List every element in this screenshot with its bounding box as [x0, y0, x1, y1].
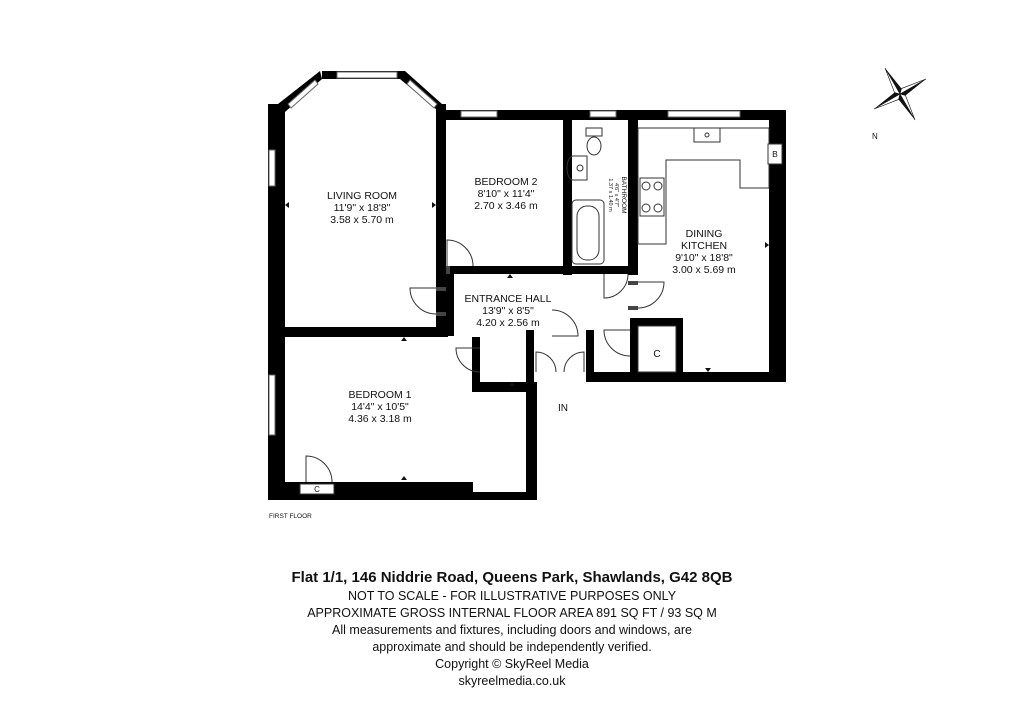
- bedroom1-imperial: 14'4" x 10'5": [351, 401, 409, 413]
- bedroom1-cupboard-label: C: [314, 485, 320, 494]
- kitchen-worktop: [638, 128, 769, 244]
- bedroom2-name: BEDROOM 2: [474, 176, 538, 188]
- living-room-metric: 3.58 x 5.70 m: [330, 214, 394, 226]
- hall-west-wall: [446, 274, 454, 336]
- kitchen-door: [638, 282, 664, 308]
- measurement-note-2: approximate and should be independently verified.: [372, 640, 652, 654]
- hall-south-wall-east: [590, 372, 682, 382]
- bedroom2-metric: 2.70 x 3.46 m: [474, 200, 538, 212]
- living-west-wall: [268, 104, 285, 336]
- entrance-door-left: [536, 352, 556, 372]
- cupboard-north-wall: [630, 318, 682, 326]
- bedroom2-door: [447, 240, 473, 266]
- kitchen-name-line1: DINING: [685, 228, 723, 240]
- bathroom-window: [590, 111, 616, 117]
- hall-inner-door: [552, 310, 578, 336]
- bedroom2-south-wall: [446, 266, 569, 274]
- floor-label: FIRST FLOOR: [269, 513, 312, 520]
- bedroom1-cupboard-door: [306, 456, 332, 482]
- bedroom2-window: [461, 111, 497, 117]
- kitchen-metric: 3.00 x 5.69 m: [672, 264, 736, 276]
- kitchen-south-wall: [680, 372, 786, 382]
- bedroom1-metric: 4.36 x 3.18 m: [348, 413, 412, 425]
- entrance-label: IN: [558, 403, 568, 414]
- copyright: Copyright © SkyReel Media: [435, 657, 589, 671]
- kitchen-cupboard-label: C: [653, 349, 661, 360]
- bedroom2-imperial: 8'10" x 11'4": [477, 188, 535, 200]
- fixtures: [300, 128, 782, 494]
- living-south-wall: [268, 327, 448, 337]
- kitchen-sink: [694, 128, 720, 142]
- bathroom-label: [607, 176, 627, 213]
- website: skyreelmedia.co.uk: [458, 674, 566, 688]
- scale-disclaimer: NOT TO SCALE - FOR ILLUSTRATIVE PURPOSES ONLY: [347, 589, 677, 603]
- basin-drain: [577, 165, 583, 171]
- hall-metric: 4.20 x 2.56 m: [476, 317, 540, 329]
- toilet-cistern: [586, 128, 602, 136]
- doors: [306, 240, 664, 482]
- bath-kitchen-partition: [628, 110, 638, 275]
- sink-drain: [705, 133, 709, 137]
- compass-rose: [859, 53, 941, 135]
- bathroom-imperial: 4'6" x 4'7": [613, 182, 619, 208]
- living-bay-window-front: [337, 72, 397, 78]
- bathtub-inner: [577, 206, 599, 260]
- kitchen-imperial: 9'10" x 18'8": [675, 252, 733, 264]
- compass-north-label: N: [872, 132, 878, 141]
- walls: [268, 71, 786, 500]
- bedroom1-window: [269, 375, 275, 435]
- kitchen-name-line2: KITCHEN: [680, 240, 728, 252]
- bed2-bath-partition: [563, 120, 572, 275]
- bedroom1-north-wall-east: [472, 382, 534, 392]
- floor-area: APPROXIMATE GROSS INTERNAL FLOOR AREA 891 SQ FT / 93 SQ M: [307, 606, 717, 620]
- boiler-label: B: [772, 149, 778, 159]
- bedroom1-east-wall: [526, 382, 537, 500]
- living-room-imperial: 11'9" x 18'8": [333, 202, 391, 214]
- bedroom1-hall-partition: [472, 337, 480, 392]
- bedroom1-south-wall-east: [472, 492, 537, 500]
- bedroom1-name: BEDROOM 1: [348, 389, 412, 401]
- cupboard-door: [604, 330, 630, 356]
- property-address: Flat 1/1, 146 Niddrie Road, Queens Park, Shawlands, G42 8QB: [291, 569, 733, 586]
- bathroom-south-wall: [569, 266, 629, 274]
- bathroom-door: [604, 274, 628, 298]
- porch-west-wall: [526, 330, 534, 382]
- toilet-bowl: [587, 137, 601, 155]
- kitchen-window: [668, 111, 740, 117]
- hall-imperial: 13'9" x 8'5": [482, 305, 534, 317]
- living-door: [410, 288, 436, 314]
- measurement-note-1: All measurements and fixtures, including doors and windows, are: [332, 623, 692, 637]
- living-side-window: [269, 150, 275, 186]
- bathroom-name: BATHROOM: [620, 176, 627, 214]
- living-room-name: LIVING ROOM: [326, 190, 398, 202]
- entrance-door-right: [564, 352, 584, 372]
- bedroom1-south-wall-west: [268, 482, 473, 500]
- porch-east-wall: [586, 330, 594, 382]
- footer: [0, 568, 1024, 690]
- living-bay-window-right: [407, 80, 437, 108]
- living-east-wall: [436, 104, 446, 329]
- hob: [640, 178, 664, 216]
- hall-name: ENTRANCE HALL: [464, 293, 552, 305]
- bathroom-metric: 1.37 x 1.40 m: [607, 178, 613, 212]
